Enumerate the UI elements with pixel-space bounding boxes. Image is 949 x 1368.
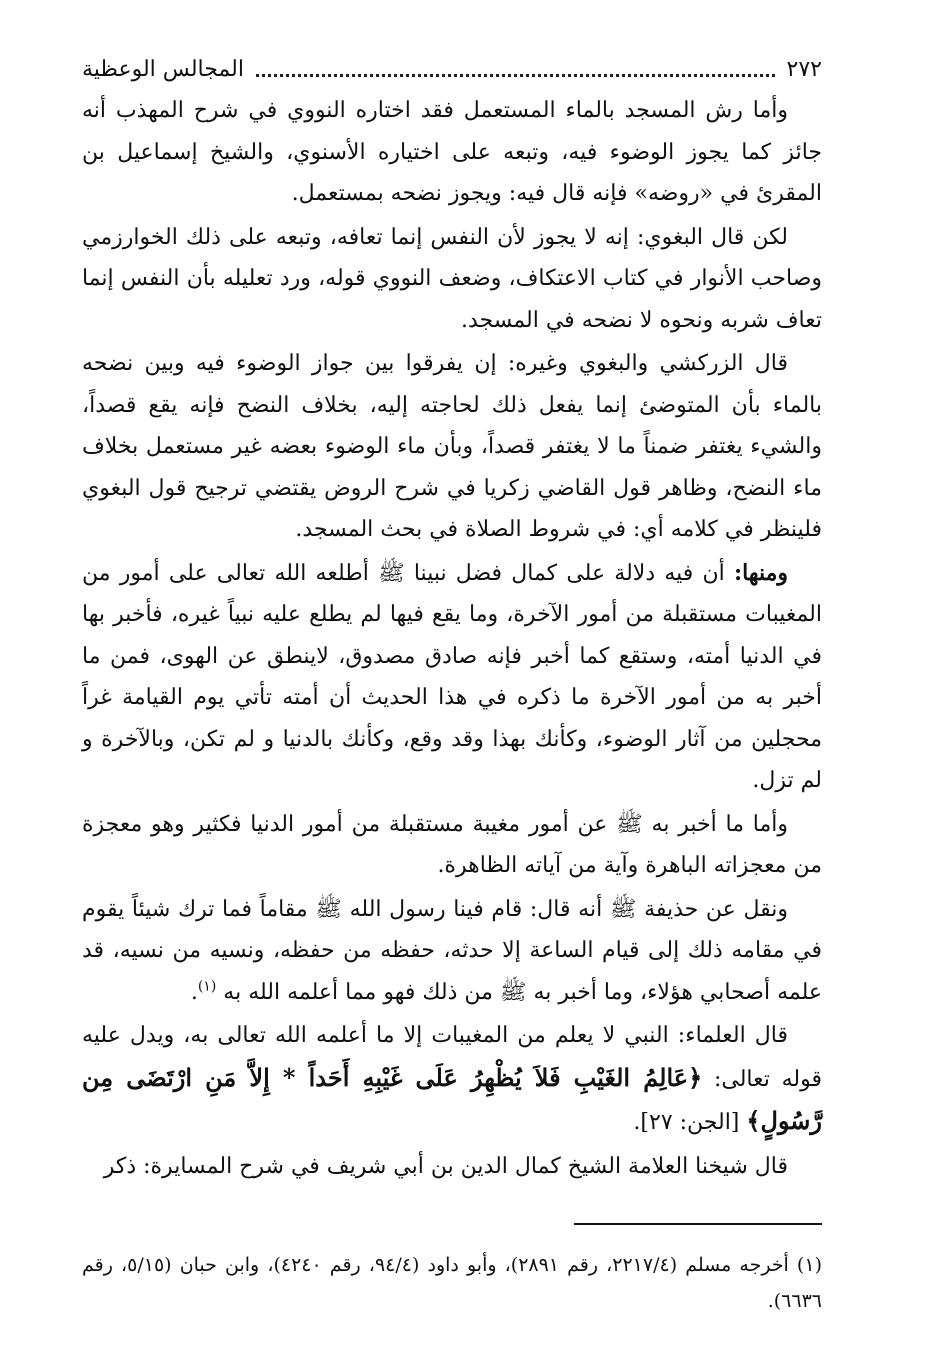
paragraph-text: أن فيه دلالة على كمال فضل نبينا ﷺ أطلعه الله تعالى على أمور من المغيبات مستقبلة من أمور الآخرة، وما يقع فيها لم يطلع عليه نبياً غيره، فأخبر بها في الدنيا أمته، وستقع كما أخبر فإنه صادق مصدوق، لاينطق عن الهوى، فمن ما أخبر به من أمور الآخرة ما ذكره في هذا الحديث أن أمته تأتي يوم القيامة غراً محجلين من آثار الوضوء، وكأنك بهذا وقد وقع، وكأنك بالدنيا و لم تكن، وبالآخرة و لم تزل. <box>82 560 822 793</box>
footnote: (١) أخرجه مسلم (٢٢١٧/٤، رقم ٢٨٩١)، وأبو داود (٩٤/٤، رقم ٤٢٤٠)، وابن حبان (٥/١٥، رقم ٦٦٣٦). <box>82 1254 822 1312</box>
footnote-separator <box>574 1223 822 1225</box>
paragraph <box>82 217 822 342</box>
running-title: المجالس الوعظية <box>82 56 244 82</box>
paragraph-text: ونقل عن حذيفة ﷺ أنه قال: قام فينا رسول الله ﷺ مقاماً فما ترك شيئاً يقوم في مقامه ذلك إلى قيام الساعة إلا حدثه، حفظه من حفظه، ونسيه من نسيه، قد علمه أصحابي هؤلاء، وما أخبر به ﷺ من ذلك فهو مما أعلمه الله به <box>82 896 822 1005</box>
paragraph-text: وأما ما أخبر به ﷺ عن أمور مغيبة مستقبلة من أمور الدنيا فكثير وهو معجزة من معجزاته الباهرة وآية من آياته الظاهرة. <box>82 811 822 878</box>
paragraph <box>82 804 822 887</box>
paragraph <box>82 553 822 802</box>
paragraph-text: لكن قال البغوي: إنه لا يجوز لأن النفس إنما تعافه، وتبعه على ذلك الخوارزمي وصاحب الأنوار في كتاب الاعتكاف، وضعف النووي قوله، ورد تعليله بأن النفس إنما تعاف شربه ونحوه لا نضحه في المسجد. <box>82 224 822 333</box>
hadith-paragraph <box>82 889 822 1014</box>
paragraph <box>82 90 822 215</box>
paragraph-lead: ومنها: <box>733 559 788 586</box>
header-dotted-leader <box>256 74 775 77</box>
quran-verse: ﴿عَالِمُ الغَيْبِ فَلاَ يُظْهِرُ عَلَى غَيْبِهِ أَحَداً * إِلاَّ مَنِ ارْتَضَى مِن رَّسُولٍ﴾ <box>82 1062 822 1135</box>
body-text <box>82 90 822 1187</box>
paragraph-text: قال شيخنا العلامة الشيخ كمال الدين بن أبي شريف في شرح المسايرة: ذكر <box>103 1153 788 1179</box>
paragraph-end: . <box>190 979 198 1005</box>
footnote-marker[interactable]: (١) <box>197 978 217 995</box>
verse-citation: [الجن: ٢٧]. <box>633 1110 747 1135</box>
quran-paragraph <box>82 1015 822 1144</box>
paragraph-text: قال الزركشي والبغوي وغيره: إن يفرقوا بين جواز الوضوء فيه وبين نضحه بالماء بأن المتوضئ إنما يفعل ذلك لحاجته إليه، بخلاف النضح فإنه يقع قصداً، والشيء يغتفر ضمناً ما لا يغتفر قصداً، وبأن ماء الوضوء بعضه غير مستعمل بخلاف ماء النضح، وظاهر قول القاضي زكريا في شرح الروض يقتضي ترجيح قول البغوي فلينظر في كلامه أي: في شروط الصلاة في بحث المسجد. <box>82 351 822 542</box>
page-header <box>82 52 822 86</box>
paragraph <box>82 343 822 551</box>
paragraph <box>82 1146 822 1188</box>
paragraph-text: وأما رش المسجد بالماء المستعمل فقد اختاره النووي في شرح المهذب أنه جائز كما يجوز الوضوء فيه، وتبعه على اختياره الأسنوي، والشيخ إسماعيل بن المقرئ في «روضه» فإنه قال فيه: ويجوز نضحه بمستعمل. <box>82 98 822 206</box>
footnotes <box>82 1247 822 1319</box>
page-number: ٢٧٢ <box>786 56 822 82</box>
paragraph-text: قال العلماء: النبي لا يعلم من المغيبات إلا ما أعلمه الله تعالى به، ويدل عليه قوله تعالى: <box>82 1023 822 1092</box>
